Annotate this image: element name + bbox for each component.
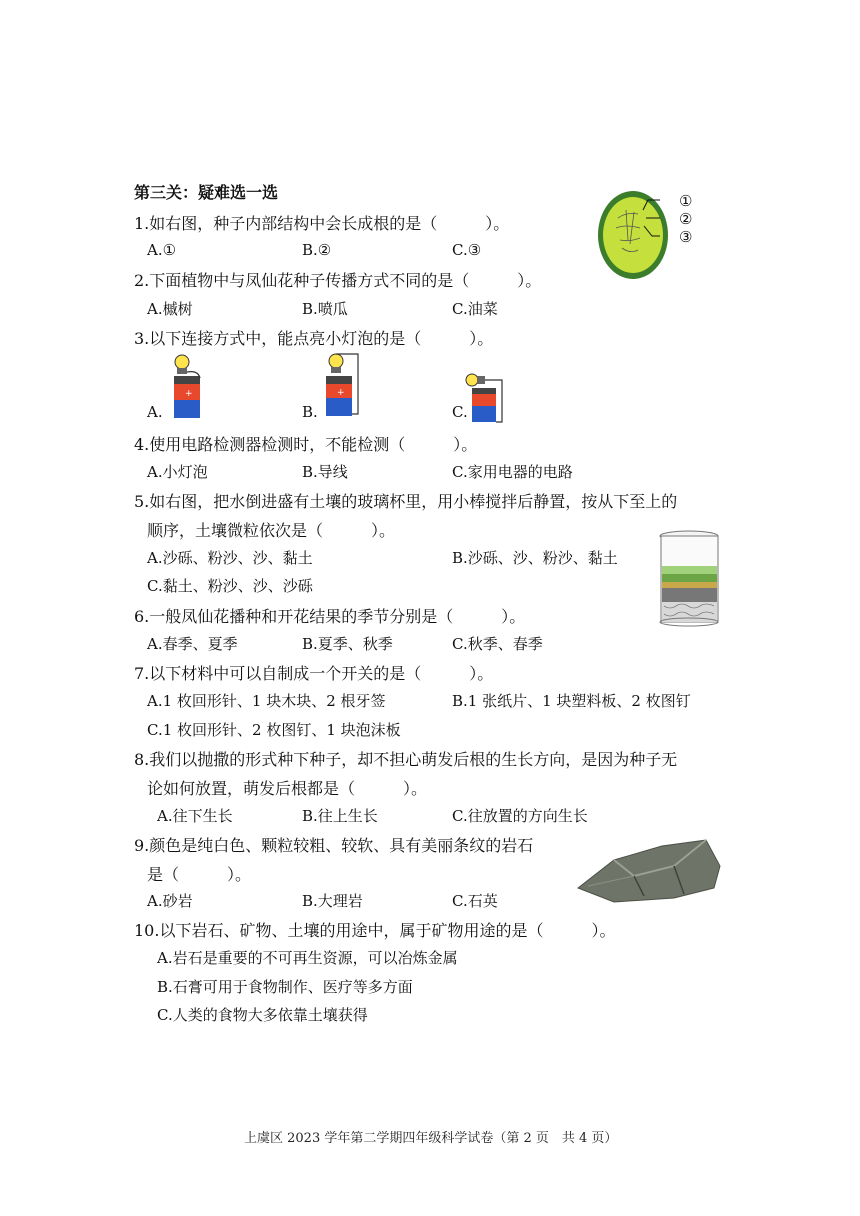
question-9-option-b: B.大理岩 — [302, 892, 363, 910]
svg-text:+: + — [185, 389, 193, 399]
question-6-option-b: B.夏季、秋季 — [302, 635, 393, 653]
question-9-stem-line-1: 9.颜色是纯白色、颗粒较粗、较软、具有美丽条纹的岩石 — [134, 836, 534, 855]
soil-glass-diagram — [656, 528, 726, 628]
question-1-stem: 1.如右图，种子内部结构中会长成根的是（ ）。 — [134, 214, 510, 233]
question-3-option-b: B. — [302, 403, 318, 421]
question-10-option-c: C.人类的食物大多依靠土壤获得 — [157, 1006, 368, 1024]
circuit-c-diagram — [462, 372, 522, 432]
question-4-option-b: B.导线 — [302, 463, 348, 481]
question-8-option-c: C.往放置的方向生长 — [452, 807, 588, 825]
question-8-option-b: B.往上生长 — [302, 807, 378, 825]
svg-text:+: + — [337, 388, 345, 398]
question-6-option-c: C.秋季、春季 — [452, 635, 543, 653]
seed-diagram — [596, 188, 726, 288]
question-9-option-a: A.砂岩 — [147, 892, 193, 910]
question-8-stem-line-1: 8.我们以抛撒的形式种下种子，却不担心萌发后根的生长方向，是因为种子无 — [134, 750, 678, 769]
question-2-stem: 2.下面植物中与凤仙花种子传播方式不同的是（ ）。 — [134, 271, 542, 290]
question-9-option-c: C.石英 — [452, 892, 498, 910]
question-3-stem: 3.以下连接方式中，能点亮小灯泡的是（ ）。 — [134, 329, 494, 348]
page-footer: 上虞区 2023 学年第二学期四年级科学试卷（第 2 页 共 4 页） — [244, 1131, 618, 1146]
question-7-option-c: C.1 枚回形针、2 枚图钉、1 块泡沫板 — [147, 721, 401, 739]
question-5-option-c: C.黏土、粉沙、沙、沙砾 — [147, 577, 313, 595]
question-1-option-c: C.③ — [452, 241, 482, 259]
question-7-option-b: B.1 张纸片、1 块塑料板、2 枚图钉 — [452, 692, 691, 710]
question-5-option-b: B.沙砾、沙、粉沙、黏土 — [452, 549, 618, 567]
question-1-option-a: A.① — [147, 241, 177, 259]
seed-label-2: ② — [679, 210, 693, 228]
question-2-option-b: B.喷瓜 — [302, 300, 348, 318]
question-7-option-a: A.1 枚回形针、1 块木块、2 根牙签 — [147, 692, 386, 710]
rock-image — [574, 836, 724, 906]
seed-label-3: ③ — [679, 228, 693, 246]
question-10-option-a: A.岩石是重要的不可再生资源，可以冶炼金属 — [157, 949, 458, 967]
question-10-stem: 10.以下岩石、矿物、土壤的用途中，属于矿物用途的是（ ）。 — [134, 921, 616, 940]
circuit-b-diagram — [318, 350, 378, 420]
question-5-stem-line-1: 5.如右图，把水倒进盛有土壤的玻璃杯里，用小棒搅拌后静置，按从下至上的 — [134, 492, 678, 511]
question-3-option-c: C. — [452, 403, 468, 421]
question-10-option-b: B.石膏可用于食物制作、医疗等多方面 — [157, 978, 413, 996]
question-4-option-a: A.小灯泡 — [147, 463, 208, 481]
question-3-option-a: A. — [147, 403, 163, 421]
question-2-option-c: C.油菜 — [452, 300, 498, 318]
question-6-stem: 6.一般凤仙花播种和开花结果的季节分别是（ ）。 — [134, 607, 526, 626]
question-7-stem: 7.以下材料中可以自制成一个开关的是（ ）。 — [134, 664, 494, 683]
question-8-stem-line-2: 论如何放置，萌发后根都是（ ）。 — [147, 779, 428, 798]
question-6-option-a: A.春季、夏季 — [147, 635, 238, 653]
question-9-stem-line-2: 是（ ）。 — [147, 865, 252, 884]
question-4-option-c: C.家用电器的电路 — [452, 463, 573, 481]
question-2-option-a: A.槭树 — [147, 300, 193, 318]
circuit-a-diagram — [166, 352, 226, 422]
question-8-option-a: A.往下生长 — [157, 807, 233, 825]
question-4-stem: 4.使用电路检测器检测时，不能检测（ ）。 — [134, 435, 478, 454]
seed-label-1: ① — [679, 192, 693, 210]
question-5-option-a: A.沙砾、粉沙、沙、黏土 — [147, 549, 313, 567]
question-1-option-b: B.② — [302, 241, 332, 259]
question-5-stem-line-2: 顺序，土壤微粒依次是（ ）。 — [147, 521, 396, 540]
section-title: 第三关：疑难选一选 — [134, 183, 279, 202]
